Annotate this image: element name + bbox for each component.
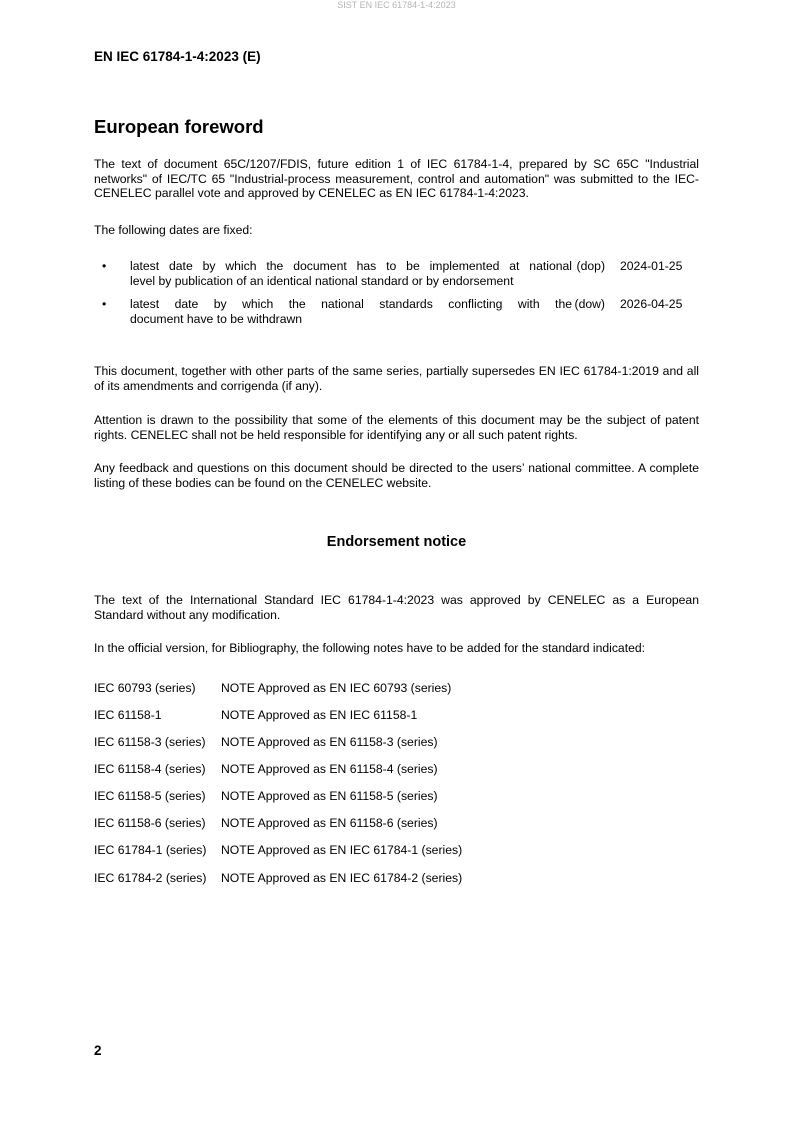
- page-number: 2: [94, 1043, 102, 1058]
- date-value: 2026-04-25: [620, 297, 683, 311]
- endorsement-heading: Endorsement notice: [326, 534, 467, 550]
- standard-reference: IEC 61158-3 (series): [94, 735, 206, 749]
- feedback-paragraph: Any feedback and questions on this document should be directed to the users’ national committee. A complete listing of these bodies can be found on the CENELEC website.: [94, 461, 699, 490]
- intro-paragraph: The text of document 65C/1207/FDIS, future edition 1 of IEC 61784-1-4, prepared by SC 65C "Industrial networks" of IEC/TC 65 "Industrial-process measurement, control and automation" was submitted to the IEC-CENELEC parallel vote and approved by CENELEC as EN IEC 61784-1-4:2023.: [94, 157, 699, 200]
- standard-reference: IEC 61158-4 (series): [94, 762, 206, 776]
- standard-reference: IEC 60793 (series): [94, 681, 196, 695]
- standard-reference: IEC 61158-6 (series): [94, 816, 206, 830]
- document-id: EN IEC 61784-1-4:2023 (E): [94, 49, 261, 64]
- bullet: •: [102, 259, 107, 273]
- standard-reference: IEC 61784-1 (series): [94, 843, 207, 857]
- note-text: NOTE Approved as EN IEC 61784-2 (series): [221, 871, 463, 885]
- date-code: (dow): [574, 297, 605, 311]
- dates-intro: The following dates are fixed:: [94, 223, 253, 237]
- supersedes-paragraph: This document, together with other parts of the same series, partially supersedes EN IEC 61784-1:2019 and all of its amendments and corrigenda (if any).: [94, 364, 699, 393]
- note-text: NOTE Approved as EN IEC 61158-1: [221, 708, 418, 722]
- note-text: NOTE Approved as EN IEC 61784-1 (series): [221, 843, 463, 857]
- note-text: NOTE Approved as EN 61158-3 (series): [221, 735, 438, 749]
- patent-paragraph: Attention is drawn to the possibility that some of the elements of this document may be the subject of patent rights. CENELEC shall not be held responsible for identifying any or all such patent rights.: [94, 413, 699, 442]
- date-description: [130, 259, 572, 288]
- standard-reference: IEC 61158-5 (series): [94, 789, 206, 803]
- date-description-line: latest date by which the national standards conflicting with the: [130, 297, 572, 311]
- standard-reference: IEC 61158-1: [94, 708, 162, 722]
- date-description-line: document have to be withdrawn: [130, 311, 303, 326]
- date-description-line: latest date by which the document has to be implemented at national: [130, 259, 572, 273]
- note-text: NOTE Approved as EN 61158-5 (series): [221, 789, 438, 803]
- date-description: [130, 297, 572, 326]
- date-value: 2024-01-25: [620, 259, 683, 273]
- foreword-heading: European foreword: [94, 116, 264, 137]
- note-text: NOTE Approved as EN 61158-4 (series): [221, 762, 438, 776]
- note-text: NOTE Approved as EN IEC 60793 (series): [221, 681, 452, 695]
- note-text: NOTE Approved as EN 61158-6 (series): [221, 816, 438, 830]
- bullet: •: [102, 297, 107, 311]
- bibliography-intro: In the official version, for Bibliography, the following notes have to be added for the standard indicated:: [94, 641, 646, 655]
- date-code: (dop): [576, 259, 605, 273]
- endorsement-paragraph: The text of the International Standard IEC 61784-1-4:2023 was approved by CENELEC as a European Standard without any modification.: [94, 593, 699, 622]
- date-description-line: level by publication of an identical national standard or by endorsement: [130, 273, 514, 288]
- standard-reference: IEC 61784-2 (series): [94, 871, 207, 885]
- watermark: SIST EN IEC 61784-1-4:2023: [337, 0, 456, 10]
